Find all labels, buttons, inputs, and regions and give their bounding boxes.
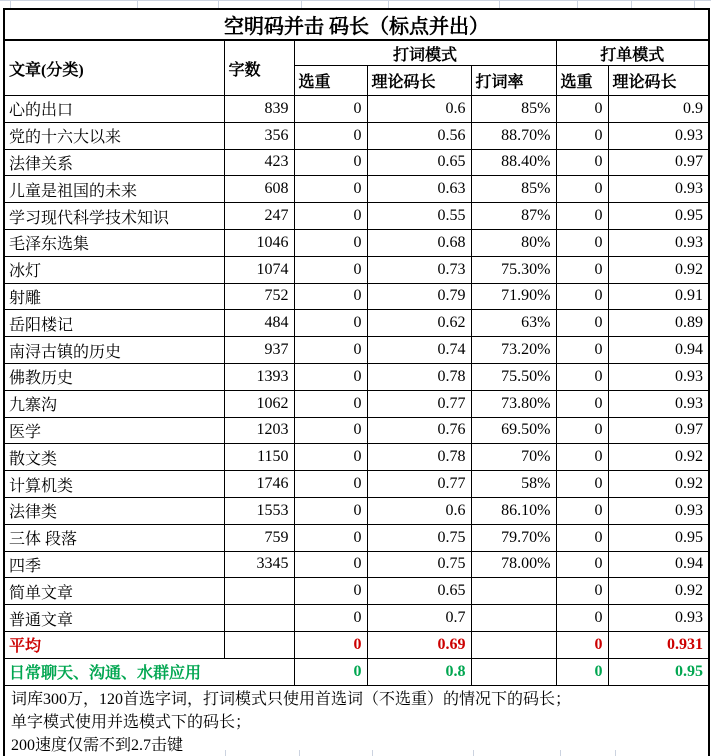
char-count-cell[interactable]: 1062 (224, 390, 294, 417)
article-cell[interactable]: 毛泽东选集 (4, 229, 224, 256)
table-row (4, 363, 709, 390)
char-count-cell[interactable] (224, 605, 294, 632)
word-rate-cell[interactable]: 78.00% (471, 551, 556, 578)
article-cell[interactable]: 医学 (4, 417, 224, 444)
single-sel-cell[interactable]: 0 (556, 390, 608, 417)
char-count-cell[interactable]: 1553 (224, 497, 294, 524)
article-cell[interactable]: 计算机类 (4, 471, 224, 498)
char-count-cell[interactable]: 839 (224, 96, 294, 123)
single-len-cell[interactable]: 0.97 (608, 149, 709, 176)
single-len-cell[interactable]: 0.92 (608, 578, 709, 605)
word-len-cell[interactable]: 0.75 (367, 524, 471, 551)
table-row (4, 524, 709, 551)
code-length-table (3, 8, 710, 756)
word-sel-cell[interactable]: 0 (294, 631, 367, 658)
word-len-cell[interactable]: 0.74 (367, 337, 471, 364)
gridline (0, 0, 711, 1)
single-sel-cell[interactable]: 0 (556, 631, 608, 658)
word-sel-cell[interactable]: 0 (294, 203, 367, 230)
single-len-cell[interactable]: 0.931 (608, 631, 709, 658)
word-sel-cell[interactable]: 0 (294, 390, 367, 417)
word-sel-cell[interactable]: 0 (294, 96, 367, 123)
char-count-cell[interactable]: 247 (224, 203, 294, 230)
article-cell[interactable]: 心的出口 (4, 96, 224, 123)
gridline (499, 0, 500, 8)
article-cell[interactable]: 法律类 (4, 497, 224, 524)
word-rate-cell[interactable]: 69.50% (471, 417, 556, 444)
word-len-cell[interactable]: 0.68 (367, 229, 471, 256)
word-rate-cell[interactable]: 79.70% (471, 524, 556, 551)
word-sel-cell[interactable]: 0 (294, 578, 367, 605)
char-count-cell[interactable] (224, 578, 294, 605)
word-sel-cell[interactable]: 0 (294, 524, 367, 551)
single-len-cell[interactable]: 0.93 (608, 363, 709, 390)
gridline (694, 0, 695, 8)
word-sel-cell[interactable]: 0 (294, 283, 367, 310)
word-rate-cell[interactable]: 71.90% (471, 283, 556, 310)
article-cell[interactable]: 儿童是祖国的未来 (4, 176, 224, 203)
table-row (4, 176, 709, 203)
gridline (301, 0, 302, 8)
col-header-char-count[interactable]: 字数 (224, 40, 294, 96)
single-sel-cell[interactable]: 0 (556, 229, 608, 256)
single-sel-cell[interactable]: 0 (556, 176, 608, 203)
word-sel-cell[interactable]: 0 (294, 417, 367, 444)
char-count-cell[interactable]: 1393 (224, 363, 294, 390)
col-header-word-len[interactable]: 理论码长 (367, 66, 471, 96)
gridline (299, 750, 300, 756)
single-sel-cell[interactable]: 0 (556, 283, 608, 310)
word-rate-cell[interactable]: 86.10% (471, 497, 556, 524)
single-sel-cell[interactable]: 0 (556, 122, 608, 149)
word-rate-cell[interactable]: 73.80% (471, 390, 556, 417)
word-rate-cell[interactable] (471, 605, 556, 632)
article-cell[interactable]: 平均 (4, 631, 224, 658)
word-sel-cell[interactable]: 0 (294, 256, 367, 283)
single-sel-cell[interactable]: 0 (556, 471, 608, 498)
single-sel-cell[interactable]: 0 (556, 578, 608, 605)
word-len-cell[interactable]: 0.76 (367, 417, 471, 444)
single-sel-cell[interactable]: 0 (556, 363, 608, 390)
word-rate-cell[interactable]: 88.70% (471, 122, 556, 149)
table-row (4, 310, 709, 337)
table-row (4, 256, 709, 283)
char-count-cell[interactable]: 1074 (224, 256, 294, 283)
single-len-cell[interactable]: 0.95 (608, 524, 709, 551)
table-row (4, 96, 709, 123)
article-cell[interactable]: 九寨沟 (4, 390, 224, 417)
single-len-cell[interactable]: 0.91 (608, 283, 709, 310)
word-sel-cell[interactable]: 0 (294, 176, 367, 203)
word-sel-cell[interactable]: 0 (294, 658, 367, 685)
word-sel-cell[interactable]: 0 (294, 444, 367, 471)
word-sel-cell[interactable]: 0 (294, 363, 367, 390)
article-cell[interactable]: 学习现代科学技术知识 (4, 203, 224, 230)
title-row (4, 9, 709, 40)
single-len-cell[interactable]: 0.94 (608, 337, 709, 364)
col-header-single-mode-group[interactable]: 打单模式 (556, 40, 709, 66)
gridline (10, 0, 11, 8)
char-count-cell[interactable]: 759 (224, 524, 294, 551)
single-len-cell[interactable]: 0.93 (608, 605, 709, 632)
word-rate-cell[interactable] (471, 631, 556, 658)
word-rate-cell[interactable]: 73.20% (471, 337, 556, 364)
table-row (4, 283, 709, 310)
word-len-cell[interactable]: 0.8 (367, 658, 471, 685)
table-row (4, 337, 709, 364)
word-rate-cell[interactable]: 85% (471, 176, 556, 203)
char-count-cell[interactable]: 937 (224, 337, 294, 364)
single-len-cell[interactable]: 0.92 (608, 471, 709, 498)
word-rate-cell[interactable]: 85% (471, 96, 556, 123)
table-row (4, 551, 709, 578)
col-header-word-mode-group[interactable]: 打词模式 (294, 40, 556, 66)
word-len-cell[interactable]: 0.78 (367, 363, 471, 390)
article-cell[interactable]: 佛教历史 (4, 363, 224, 390)
article-cell[interactable]: 三体 段落 (4, 524, 224, 551)
table-row (4, 122, 709, 149)
article-cell[interactable]: 党的十六大以来 (4, 122, 224, 149)
word-len-cell[interactable]: 0.56 (367, 122, 471, 149)
word-sel-cell[interactable]: 0 (294, 551, 367, 578)
article-cell[interactable]: 射雕 (4, 283, 224, 310)
word-rate-cell[interactable]: 80% (471, 229, 556, 256)
single-sel-cell[interactable]: 0 (556, 524, 608, 551)
single-len-cell[interactable]: 0.93 (608, 176, 709, 203)
article-cell[interactable]: 简单文章 (4, 578, 224, 605)
char-count-cell[interactable]: 3345 (224, 551, 294, 578)
word-len-cell[interactable]: 0.55 (367, 203, 471, 230)
single-len-cell[interactable]: 0.94 (608, 551, 709, 578)
char-count-cell[interactable]: 1203 (224, 417, 294, 444)
word-len-cell[interactable]: 0.65 (367, 149, 471, 176)
single-sel-cell[interactable]: 0 (556, 149, 608, 176)
table-row (4, 417, 709, 444)
single-sel-cell[interactable]: 0 (556, 658, 608, 685)
word-rate-cell[interactable]: 58% (471, 471, 556, 498)
char-count-cell[interactable]: 752 (224, 283, 294, 310)
char-count-cell[interactable]: 1746 (224, 471, 294, 498)
single-len-cell[interactable]: 0.93 (608, 497, 709, 524)
single-len-cell[interactable]: 0.95 (608, 658, 709, 685)
word-len-cell[interactable]: 0.77 (367, 471, 471, 498)
word-rate-cell[interactable]: 75.30% (471, 256, 556, 283)
word-rate-cell[interactable] (471, 658, 556, 685)
col-header-single-len[interactable]: 理论码长 (608, 66, 709, 96)
char-count-cell[interactable]: 423 (224, 149, 294, 176)
gridline (137, 0, 138, 8)
table-row (4, 605, 709, 632)
single-sel-cell[interactable]: 0 (556, 605, 608, 632)
word-len-cell[interactable]: 0.79 (367, 283, 471, 310)
word-sel-cell[interactable]: 0 (294, 122, 367, 149)
col-header-single-sel[interactable]: 选重 (556, 66, 608, 96)
article-cell[interactable]: 法律关系 (4, 149, 224, 176)
word-len-cell[interactable]: 0.63 (367, 176, 471, 203)
single-len-cell[interactable]: 0.93 (608, 122, 709, 149)
char-count-cell[interactable]: 608 (224, 176, 294, 203)
col-header-word-sel[interactable]: 选重 (294, 66, 367, 96)
single-len-cell[interactable]: 0.93 (608, 390, 709, 417)
article-cell[interactable]: 日常聊天、沟通、水群应用 (4, 658, 294, 685)
article-cell[interactable]: 南浔古镇的历史 (4, 337, 224, 364)
word-len-cell[interactable]: 0.78 (367, 444, 471, 471)
table-row (4, 471, 709, 498)
table-row (4, 631, 709, 658)
single-sel-cell[interactable]: 0 (556, 497, 608, 524)
word-len-cell[interactable]: 0.65 (367, 578, 471, 605)
word-sel-cell[interactable]: 0 (294, 337, 367, 364)
gridline (372, 750, 373, 756)
table-row (4, 229, 709, 256)
table-row (4, 203, 709, 230)
col-header-word-rate[interactable]: 打词率 (471, 66, 556, 96)
article-cell[interactable]: 散文类 (4, 444, 224, 471)
word-sel-cell[interactable]: 0 (294, 149, 367, 176)
table-row (4, 497, 709, 524)
col-header-article[interactable]: 文章(分类) (4, 40, 224, 96)
single-sel-cell[interactable]: 0 (556, 310, 608, 337)
word-len-cell[interactable]: 0.73 (367, 256, 471, 283)
article-cell[interactable]: 四季 (4, 551, 224, 578)
note-line: 词库300万，120首选字词，打词模式只使用首选词（不选重）的情况下的码长； (11, 690, 572, 708)
note-line: 单字模式使用并选模式下的码长； (11, 713, 252, 731)
single-sel-cell[interactable]: 0 (556, 444, 608, 471)
single-len-cell[interactable]: 0.93 (608, 229, 709, 256)
word-len-cell[interactable]: 0.69 (367, 631, 471, 658)
notes-cell[interactable] (4, 685, 709, 756)
char-count-cell[interactable]: 1046 (224, 229, 294, 256)
gridline (631, 0, 632, 8)
word-sel-cell[interactable]: 0 (294, 471, 367, 498)
word-sel-cell[interactable]: 0 (294, 229, 367, 256)
word-rate-cell[interactable]: 88.40% (471, 149, 556, 176)
table-row (4, 149, 709, 176)
gridline (577, 0, 578, 8)
single-sel-cell[interactable]: 0 (556, 417, 608, 444)
single-len-cell[interactable]: 0.97 (608, 417, 709, 444)
single-sel-cell[interactable]: 0 (556, 337, 608, 364)
table-row (4, 390, 709, 417)
gridline (388, 0, 389, 8)
single-len-cell[interactable]: 0.9 (608, 96, 709, 123)
note-line: 200速度仅需不到2.7击键 (11, 736, 184, 754)
article-cell[interactable]: 岳阳楼记 (4, 310, 224, 337)
single-sel-cell[interactable]: 0 (556, 256, 608, 283)
word-rate-cell[interactable]: 87% (471, 203, 556, 230)
gridline (473, 750, 474, 756)
char-count-cell[interactable]: 356 (224, 122, 294, 149)
word-sel-cell[interactable]: 0 (294, 497, 367, 524)
word-rate-cell[interactable]: 75.50% (471, 363, 556, 390)
table-row (4, 658, 709, 685)
table-title-cell[interactable]: 空明码并击 码长（标点并出） (4, 9, 709, 40)
word-sel-cell[interactable]: 0 (294, 605, 367, 632)
char-count-cell[interactable]: 1150 (224, 444, 294, 471)
article-cell[interactable]: 冰灯 (4, 256, 224, 283)
word-sel-cell[interactable]: 0 (294, 310, 367, 337)
word-len-cell[interactable]: 0.6 (367, 96, 471, 123)
article-cell[interactable]: 普通文章 (4, 605, 224, 632)
single-len-cell[interactable]: 0.89 (608, 310, 709, 337)
single-sel-cell[interactable]: 0 (556, 96, 608, 123)
single-sel-cell[interactable]: 0 (556, 551, 608, 578)
word-len-cell[interactable]: 0.75 (367, 551, 471, 578)
header-group-row (4, 40, 709, 66)
word-rate-cell[interactable]: 70% (471, 444, 556, 471)
single-len-cell[interactable]: 0.92 (608, 256, 709, 283)
word-rate-cell[interactable] (471, 578, 556, 605)
table-row (4, 444, 709, 471)
single-sel-cell[interactable]: 0 (556, 203, 608, 230)
word-len-cell[interactable]: 0.77 (367, 390, 471, 417)
gridline (560, 750, 561, 756)
single-len-cell[interactable]: 0.92 (608, 444, 709, 471)
single-len-cell[interactable]: 0.95 (608, 203, 709, 230)
word-len-cell[interactable]: 0.62 (367, 310, 471, 337)
char-count-cell[interactable]: 484 (224, 310, 294, 337)
gridline (218, 0, 219, 8)
gridline (225, 750, 226, 756)
table-body (4, 96, 709, 686)
word-len-cell[interactable]: 0.7 (367, 605, 471, 632)
char-count-cell[interactable] (224, 631, 294, 658)
word-len-cell[interactable]: 0.6 (367, 497, 471, 524)
table-row (4, 578, 709, 605)
gridline (615, 750, 616, 756)
notes-row (4, 685, 709, 756)
word-rate-cell[interactable]: 63% (471, 310, 556, 337)
